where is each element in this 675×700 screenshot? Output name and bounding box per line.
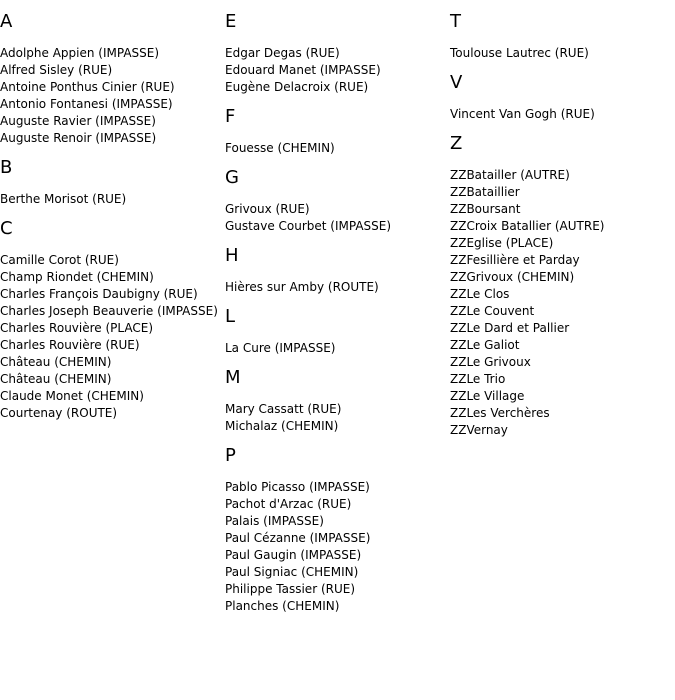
street-entry[interactable]: Philippe Tassier (RUE) — [225, 582, 356, 596]
street-entry[interactable]: Champ Riondet (CHEMIN) — [0, 270, 154, 284]
section-letter-heading: A — [0, 11, 13, 32]
street-list — [0, 252, 222, 422]
street-list — [225, 479, 447, 615]
section-letter-heading: F — [225, 106, 236, 127]
street-list — [0, 45, 222, 147]
street-entry[interactable]: Vincent Van Gogh (RUE) — [450, 107, 595, 121]
section-letter-heading: C — [0, 218, 13, 239]
section-letter-heading: L — [225, 306, 236, 327]
letter-section-m — [225, 367, 447, 435]
street-entry[interactable]: Château (CHEMIN) — [0, 355, 112, 369]
letter-section-t — [450, 11, 672, 62]
street-list — [225, 279, 447, 296]
letter-section-a — [0, 11, 222, 147]
street-entry[interactable]: Grivoux (RUE) — [225, 202, 310, 216]
street-entry[interactable]: Auguste Renoir (IMPASSE) — [0, 131, 157, 145]
letter-section-b — [0, 157, 222, 208]
street-entry[interactable]: ZZLe Couvent — [450, 304, 535, 318]
section-letter-heading: G — [225, 167, 239, 188]
street-entry[interactable]: Paul Gaugin (IMPASSE) — [225, 548, 362, 562]
street-entry[interactable]: Fouesse (CHEMIN) — [225, 141, 335, 155]
street-list — [225, 201, 447, 235]
section-letter-heading: V — [450, 72, 463, 93]
street-entry[interactable]: ZZBataillier — [450, 185, 520, 199]
section-letter-heading: Z — [450, 133, 463, 154]
letter-section-p — [225, 445, 447, 615]
index-column-1 — [0, 11, 222, 432]
street-entry[interactable]: Charles Rouvière (RUE) — [0, 338, 140, 352]
section-letter-heading: P — [225, 445, 236, 466]
street-entry[interactable]: Adolphe Appien (IMPASSE) — [0, 46, 160, 60]
street-entry[interactable]: ZZBatailler (AUTRE) — [450, 168, 570, 182]
index-column-2 — [225, 11, 447, 625]
street-entry[interactable]: Courtenay (ROUTE) — [0, 406, 118, 420]
street-entry[interactable]: ZZLe Dard et Pallier — [450, 321, 570, 335]
street-list — [225, 45, 447, 96]
section-letter-heading: E — [225, 11, 237, 32]
street-entry[interactable]: Hières sur Amby (ROUTE) — [225, 280, 379, 294]
street-entry[interactable]: Mary Cassatt (RUE) — [225, 402, 342, 416]
street-entry[interactable]: Camille Corot (RUE) — [0, 253, 119, 267]
street-entry[interactable]: Château (CHEMIN) — [0, 372, 112, 386]
street-entry[interactable]: ZZBoursant — [450, 202, 521, 216]
letter-section-h — [225, 245, 447, 296]
street-list — [450, 45, 672, 62]
street-entry[interactable]: ZZLe Village — [450, 389, 525, 403]
street-entry[interactable]: ZZLe Clos — [450, 287, 510, 301]
street-entry[interactable]: Michalaz (CHEMIN) — [225, 419, 339, 433]
street-entry[interactable]: Antonio Fontanesi (IMPASSE) — [0, 97, 173, 111]
letter-section-e — [225, 11, 447, 96]
street-entry[interactable]: Gustave Courbet (IMPASSE) — [225, 219, 392, 233]
street-entry[interactable]: Charles Joseph Beauverie (IMPASSE) — [0, 304, 218, 318]
letter-section-g — [225, 167, 447, 235]
street-entry[interactable]: Pachot d'Arzac (RUE) — [225, 497, 352, 511]
street-list — [450, 106, 672, 123]
street-entry[interactable]: Paul Signiac (CHEMIN) — [225, 565, 359, 579]
street-entry[interactable]: Charles Rouvière (PLACE) — [0, 321, 154, 335]
street-entry[interactable]: Paul Cézanne (IMPASSE) — [225, 531, 371, 545]
letter-section-v — [450, 72, 672, 123]
section-letter-heading: T — [450, 11, 461, 32]
letter-section-c — [0, 218, 222, 422]
street-entry[interactable]: La Cure (IMPASSE) — [225, 341, 336, 355]
section-letter-heading: B — [0, 157, 13, 178]
street-list — [0, 191, 222, 208]
street-entry[interactable]: Auguste Ravier (IMPASSE) — [0, 114, 156, 128]
street-list — [225, 140, 447, 157]
street-entry[interactable]: ZZLes Verchères — [450, 406, 550, 420]
street-entry[interactable]: Eugène Delacroix (RUE) — [225, 80, 369, 94]
street-entry[interactable]: ZZVernay — [450, 423, 508, 437]
street-list — [450, 167, 672, 439]
street-entry[interactable]: ZZFesillière et Parday — [450, 253, 580, 267]
street-list — [225, 340, 447, 357]
street-entry[interactable]: Palais (IMPASSE) — [225, 514, 324, 528]
street-entry[interactable]: ZZEglise (PLACE) — [450, 236, 554, 250]
street-entry[interactable]: Alfred Sisley (RUE) — [0, 63, 113, 77]
letter-section-f — [225, 106, 447, 157]
street-entry[interactable]: Berthe Morisot (RUE) — [0, 192, 127, 206]
letter-section-z — [450, 133, 672, 439]
street-entry[interactable]: Planches (CHEMIN) — [225, 599, 340, 613]
street-entry[interactable]: ZZLe Grivoux — [450, 355, 531, 369]
letter-section-l — [225, 306, 447, 357]
street-entry[interactable]: Charles François Daubigny (RUE) — [0, 287, 198, 301]
section-letter-heading: H — [225, 245, 239, 266]
section-letter-heading: M — [225, 367, 241, 388]
street-entry[interactable]: Edgar Degas (RUE) — [225, 46, 340, 60]
index-column-3 — [450, 11, 672, 449]
street-entry[interactable]: Antoine Ponthus Cinier (RUE) — [0, 80, 175, 94]
street-entry[interactable]: Toulouse Lautrec (RUE) — [450, 46, 589, 60]
street-entry[interactable]: Claude Monet (CHEMIN) — [0, 389, 144, 403]
street-entry[interactable]: ZZCroix Batallier (AUTRE) — [450, 219, 605, 233]
street-list — [225, 401, 447, 435]
street-entry[interactable]: ZZLe Trio — [450, 372, 506, 386]
street-entry[interactable]: Edouard Manet (IMPASSE) — [225, 63, 381, 77]
street-entry[interactable]: ZZGrivoux (CHEMIN) — [450, 270, 575, 284]
street-entry[interactable]: ZZLe Galiot — [450, 338, 520, 352]
street-entry[interactable]: Pablo Picasso (IMPASSE) — [225, 480, 370, 494]
